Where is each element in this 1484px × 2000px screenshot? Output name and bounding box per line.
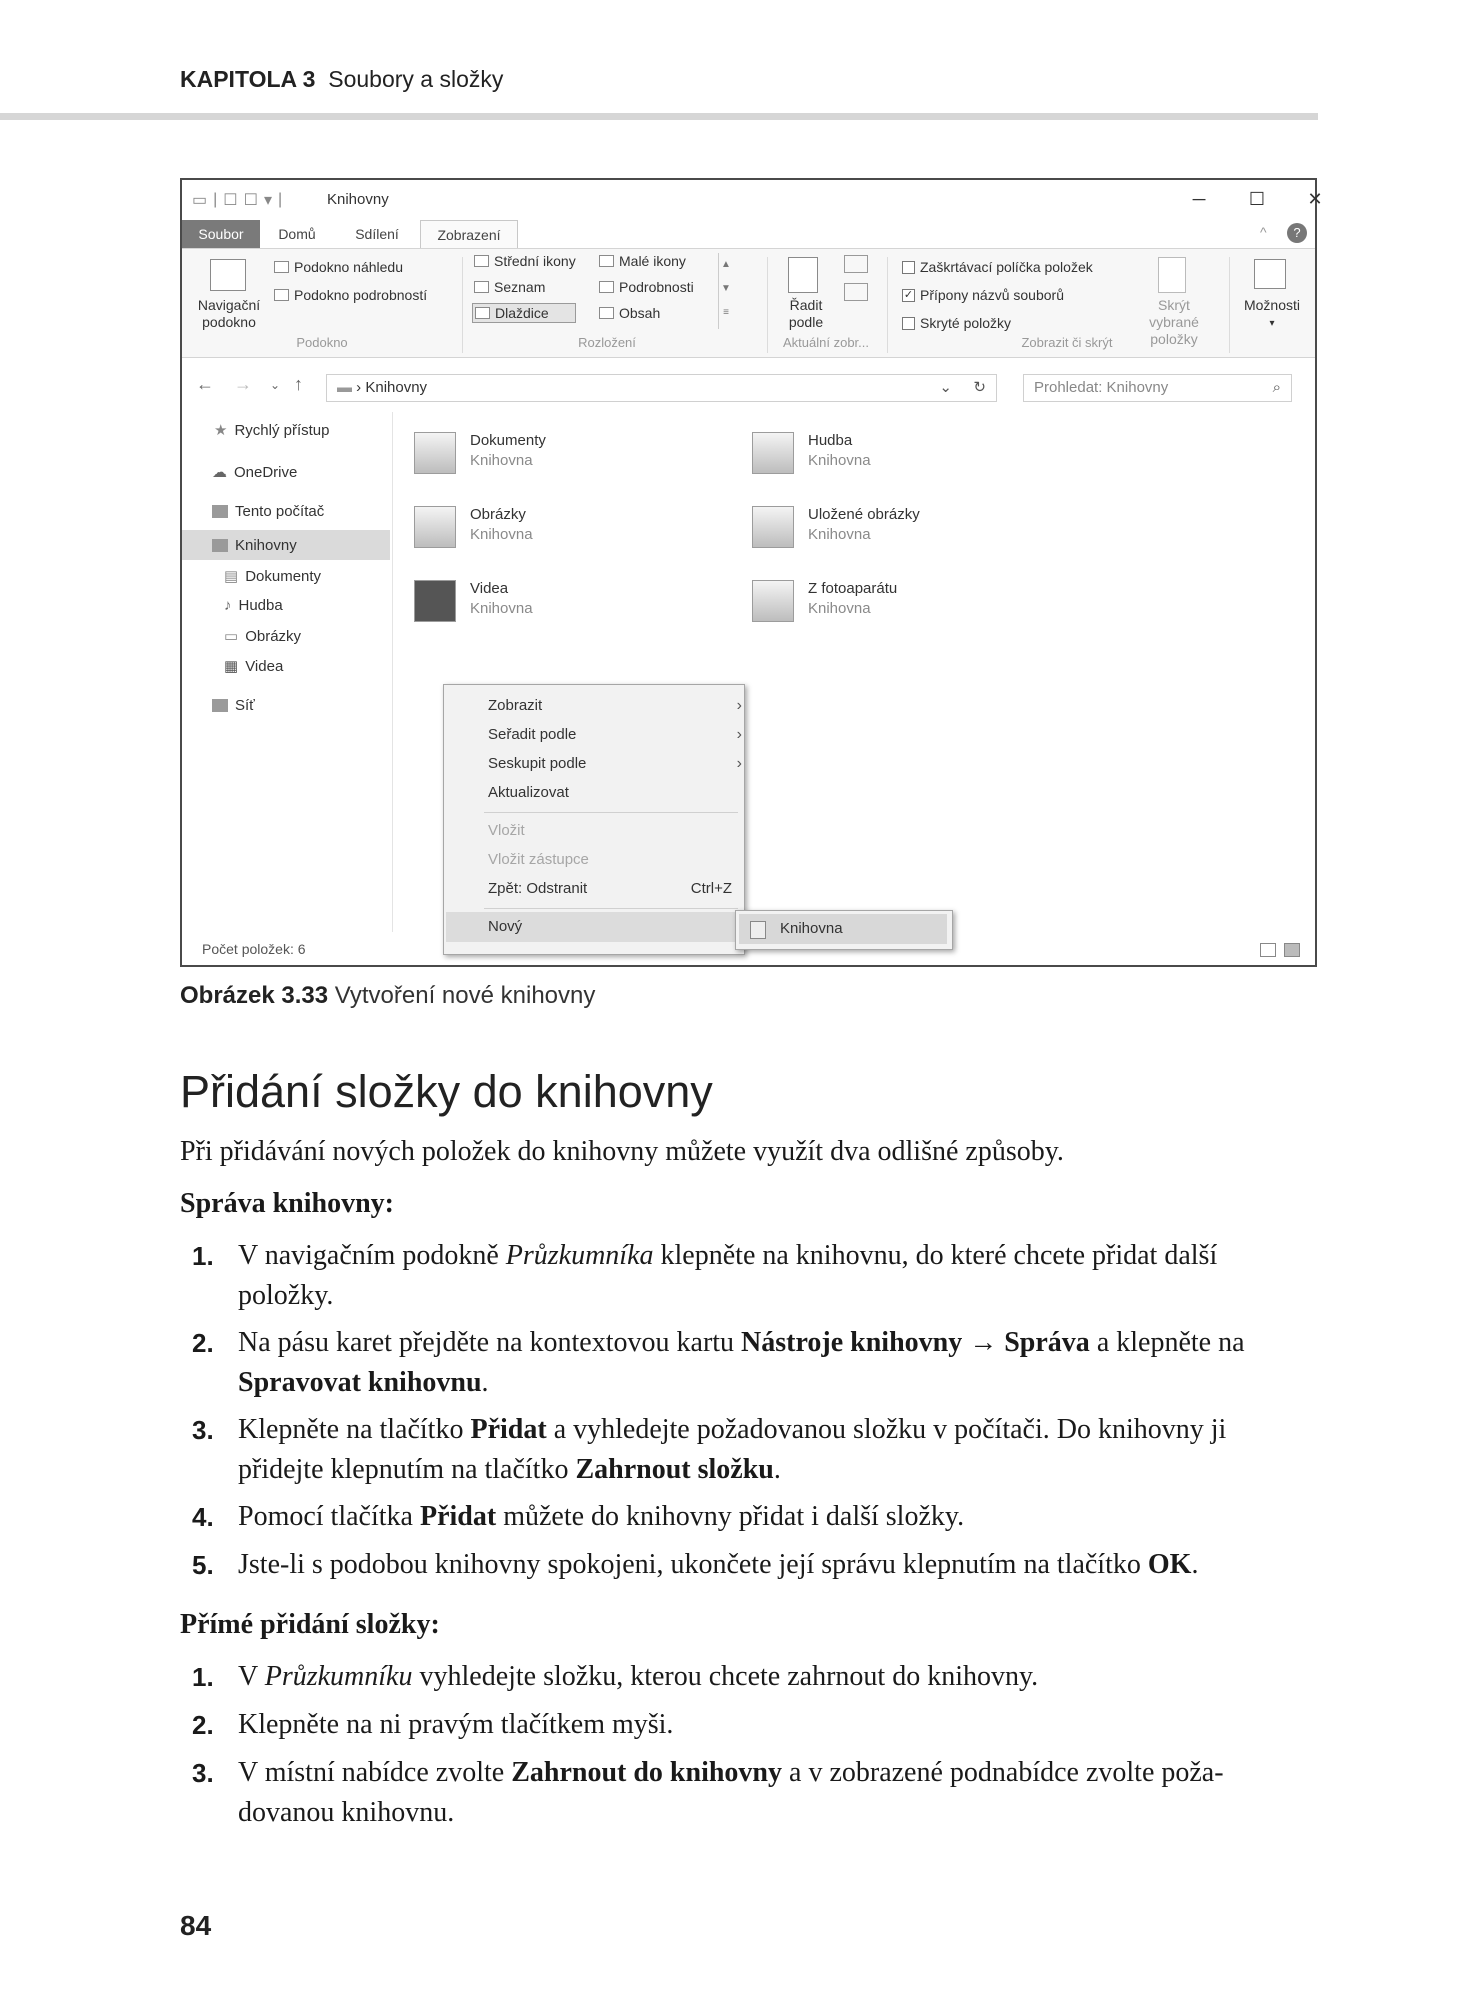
nav-label: Hudba [238,597,283,614]
figure-caption [180,982,595,1010]
details-pane-button[interactable] [274,287,427,303]
menu-item-label: Vložit [488,822,525,839]
step-bold: Přidat [470,1414,547,1445]
explorer-screenshot [180,178,1323,967]
library-icon [212,539,228,552]
library-name: Obrázky [470,506,526,523]
details-pane-icon [274,289,289,301]
step-bold: Nástroje knihovny [741,1327,963,1358]
menu-item-undo[interactable] [488,880,732,897]
saved-pictures-library-icon [752,506,794,548]
direct-heading: Přímé přidání složky: [180,1609,440,1640]
chevron-right-icon: › [736,755,742,772]
menu-item-label: Zpět: Odstranit [488,880,588,897]
submenu-highlight [739,914,947,944]
nav-label: Rychlý přístup [234,421,330,439]
list-number: 1. [192,1662,214,1692]
step-text: . [481,1367,489,1398]
step-bold: OK [1147,1549,1192,1580]
list-item [180,1236,1320,1316]
details-option[interactable] [599,279,694,295]
library-tile[interactable] [414,432,546,474]
pane-group-label: Podokno [296,335,348,350]
step-text: a v zobrazené podnabídce zvolte poža- [782,1757,1224,1788]
nav-item-network[interactable] [212,697,255,714]
add-columns-icon[interactable] [844,283,868,301]
intro-paragraph: Při přidávání nových položek do knihovny můžete využít dva odlišné způsoby. [180,1136,1064,1167]
list-number: 1. [192,1241,214,1271]
options-icon [1254,259,1286,289]
hidden-items-option[interactable] [902,315,1011,331]
step-text: V místní nabídce zvolte [238,1757,512,1788]
nav-label: Síť [235,697,255,714]
address-bar[interactable]: ▬ › Knihovny ⌄ ↻ [326,374,997,402]
menu-item-label: Aktualizovat [488,784,569,801]
tiles-label: Dlaždice [495,305,549,321]
quick-access-toolbar: ▭ | ☐ ☐ ▾ | [192,191,283,209]
step-text: V navigačním podokně [238,1240,506,1271]
picture-icon: ▭ [224,628,239,645]
pictures-library-icon [414,506,456,548]
ribbon-separator [887,257,888,353]
content-icon [599,307,614,319]
medium-icons-label: Střední ikony [494,253,576,269]
content-option[interactable] [599,305,660,321]
context-menu [443,684,745,955]
nav-label: Dokumenty [245,567,322,585]
content-label: Obsah [619,305,661,321]
menu-separator [484,908,738,909]
library-name: Hudba [808,432,853,449]
nav-label: OneDrive [234,463,298,481]
tab-view[interactable]: Zobrazení [420,220,518,250]
tiles-option[interactable] [472,303,576,323]
chapter-title: Soubory a složky [328,66,504,92]
item-checkboxes-label: Zaškrtávací políčka položek [920,259,1093,275]
refresh-icon[interactable]: ↻ [973,379,986,396]
maximize-button[interactable]: ☐ [1248,188,1266,209]
step-text: a vyhledejte požadovanou složku v počítači. Do knihovny ji [546,1414,1227,1445]
library-name: Dokumenty [470,432,546,449]
preview-pane-label: Podokno náhledu [294,259,403,275]
menu-item-refresh[interactable] [488,784,569,801]
step-text: a klepněte na [1089,1327,1245,1358]
close-button[interactable]: ✕ [1307,188,1323,209]
small-icons-option[interactable] [599,253,686,269]
chevron-right-icon: › [736,726,742,743]
hide-selected-label: Skrýt vybrané položky [1149,297,1199,347]
menu-item-label: Nový [488,918,523,935]
window-title: Knihovny [327,191,389,208]
nav-item-documents[interactable] [224,567,321,585]
new-folder-icon: ☐ [243,192,258,209]
menu-item-paste[interactable] [488,822,525,839]
file-extensions-checkbox[interactable]: ✓ [903,288,914,301]
step-bold: Přidat [419,1501,497,1532]
search-icon: ⌕ [1272,379,1281,396]
details-view-icon[interactable] [1260,943,1276,957]
menu-item-sort[interactable] [488,726,742,743]
step-text: V [238,1661,265,1692]
music-icon: ♪ [224,597,232,614]
library-tile[interactable] [414,580,533,622]
nav-item-libraries[interactable] [212,537,297,554]
video-library-icon [414,580,456,622]
minimize-button[interactable]: ─ [1192,188,1206,209]
current-view-group-label: Aktuální zobr... [783,335,869,350]
address-dropdown-icon[interactable]: ⌄ [939,379,952,396]
step-text: Klepněte na tlačítko [238,1414,471,1445]
navigation-pane-button[interactable] [194,297,264,331]
nav-item-onedrive[interactable] [212,463,297,481]
help-icon[interactable]: ? [1287,223,1307,243]
step-text: Na pásu karet přejděte na kontextovou kartu [238,1327,742,1358]
search-input[interactable] [1023,374,1292,402]
step-text: dovanou knihovnu. [238,1797,455,1828]
details-icon [599,281,614,293]
list-item [180,1545,1320,1585]
address-path: Knihovny [365,379,428,396]
figure-text: Vytvoření nové knihovny [334,982,596,1009]
item-checkboxes-option[interactable] [902,259,1093,275]
list-item [180,1497,1320,1537]
list-item [180,1410,1320,1490]
step-bold: Spravovat knihovnu [238,1367,482,1398]
list-option[interactable] [474,279,545,295]
menu-item-label: Vložit zástupce [488,851,589,868]
layout-gallery [474,251,734,331]
nav-label: Obrázky [245,627,302,645]
library-name: Videa [470,580,509,597]
hidden-items-checkbox[interactable] [902,317,915,330]
library-icon [750,921,766,939]
nav-item-quick-access[interactable] [214,421,330,439]
menu-item-label: Seskupit podle [488,755,587,772]
list-number: 2. [192,1328,214,1358]
cloud-icon: ☁ [212,464,227,481]
nav-label: Knihovny [235,537,297,554]
library-tile[interactable] [752,580,897,622]
film-icon: ▦ [224,658,239,675]
properties-icon: ☐ [223,192,238,209]
library-type: Knihovna [808,600,871,617]
computer-icon [212,505,228,518]
options-label: Možnosti [1243,297,1301,313]
sort-by-label: Řadit podle [788,297,824,330]
library-tile[interactable] [752,506,920,548]
recent-locations-icon[interactable]: ⌄ [270,378,281,392]
tab-file[interactable]: Soubor [182,220,260,248]
step-text: . [773,1454,781,1485]
library-name: Uložené obrázky [808,506,920,523]
menu-item-label: Zobrazit [488,697,543,714]
list-number: 4. [192,1502,214,1532]
list-item [180,1753,1320,1833]
customize-arrow-icon: ▾ [263,192,272,209]
menu-item-view[interactable] [488,697,742,714]
arrow-symbol: → [962,1327,1005,1358]
ribbon-tabs [182,220,1315,248]
step-text: vyhledejte složku, kterou chcete zahrnout do knihovny. [412,1661,1039,1692]
document-icon: ▤ [224,568,239,585]
options-button[interactable]: Možnosti ▾ [1243,297,1301,329]
library-type: Knihovna [470,452,533,469]
library-type: Knihovna [808,526,871,543]
menu-item-paste-shortcut[interactable] [488,851,589,868]
details-label: Podrobnosti [619,279,694,295]
navigation-pane-icon [210,259,246,291]
header-rule [0,113,1318,120]
large-icons-view-icon[interactable] [1284,943,1300,957]
tab-home[interactable]: Domů [278,226,316,242]
submenu-item-library[interactable]: Knihovna [780,920,843,937]
manage-heading: Správa knihovny: [180,1188,394,1219]
menu-item-group[interactable] [488,755,742,772]
item-checkboxes-checkbox[interactable] [902,261,915,274]
step-text: Jste-li s podobou knihovny spokojeni, ukončete její správu klepnutím na tlačítko [238,1549,1148,1580]
sort-by-icon [788,257,818,293]
up-icon[interactable]: ↑ [294,374,303,394]
menu-item-shortcut: Ctrl+Z [690,880,732,897]
menu-item-new[interactable] [488,918,728,935]
step-text: Pomocí tlačítka [238,1501,420,1532]
list-number: 3. [192,1415,214,1445]
list-label: Seznam [494,279,546,295]
list-item [180,1657,1320,1697]
pane-divider [392,412,393,932]
ribbon [182,248,1315,358]
nav-label: Videa [245,657,284,675]
camera-roll-library-icon [752,580,794,622]
new-submenu [735,910,953,950]
tiles-icon [475,307,490,319]
group-by-icon[interactable] [844,255,868,273]
back-icon[interactable]: ← [196,374,214,394]
file-extensions-option[interactable] [902,287,1064,303]
show-hide-group-label: Zobrazit či skrýt [1021,335,1113,350]
medium-icons-option[interactable] [474,253,576,269]
nav-label: Tento počítač [235,503,325,520]
address-row [182,368,1315,408]
running-head [180,66,503,93]
network-icon [212,699,228,712]
status-bar-text: Počet položek: 6 [202,941,306,957]
medium-icons-icon [474,255,489,267]
preview-pane-button[interactable] [274,259,403,275]
collapse-ribbon-icon[interactable]: ^ [1260,224,1267,240]
step-bold: Správa [1004,1327,1090,1358]
hide-selected-icon [1158,257,1186,293]
library-tile[interactable] [414,506,533,548]
library-type: Knihovna [470,526,533,543]
menu-item-label: Seřadit podle [488,726,577,743]
list-number: 5. [192,1550,214,1580]
step-text: . [1191,1549,1199,1580]
file-extensions-label: Přípony názvů souborů [920,287,1064,303]
preview-pane-icon [274,261,289,273]
library-name: Z fotoaparátu [808,580,898,597]
document-library-icon [414,432,456,474]
step-text: přidejte klepnutím na tlačítko [238,1454,576,1485]
library-tile[interactable] [752,432,871,474]
star-icon: ★ [214,422,228,439]
step-bold: Zahrnout do knihovny [511,1757,783,1788]
search-placeholder: Prohledat: Knihovny [1034,379,1169,396]
step-italic: Průzkumníku [264,1661,413,1692]
layout-group-label: Rozložení [578,335,636,350]
step-italic: Průzkumníka [505,1240,654,1271]
sort-by-button[interactable] [776,297,836,331]
navigation-pane [182,415,390,935]
list-number: 2. [192,1710,214,1740]
ribbon-separator [1229,257,1230,353]
figure-label: Obrázek 3.33 [180,982,329,1009]
chevron-right-icon: › [736,697,742,714]
nav-item-music[interactable] [224,597,283,614]
step-text: můžete do knihovny přidat i další složky. [496,1501,965,1532]
list-icon [474,281,489,293]
nav-item-pictures[interactable] [224,627,301,645]
details-pane-label: Podokno podrobností [294,287,428,303]
step-text: klepněte na knihovnu, do které chcete přidat další [653,1240,1218,1271]
music-library-icon [752,432,794,474]
step-bold: Zahrnout složku [575,1454,774,1485]
library-type: Knihovna [470,600,533,617]
small-icons-label: Malé ikony [619,253,686,269]
small-icons-icon [599,255,614,267]
folder-icon: ▭ [192,192,208,209]
menu-separator [484,812,738,813]
layout-scroll-icon[interactable]: ▲ ▼ ≡ [718,253,733,329]
step-text: položky. [238,1280,334,1311]
hidden-items-label: Skryté položky [920,315,1012,331]
ribbon-separator [462,257,463,353]
nav-item-videos[interactable] [224,657,283,675]
forward-icon[interactable]: → [234,374,252,394]
section-title: Přidání složky do knihovny [180,1066,713,1117]
chapter-label: KAPITOLA 3 [180,66,316,92]
step-text: Klepněte na ni pravým tlačítkem myši. [238,1709,674,1740]
list-number: 3. [192,1758,214,1788]
page-number: 84 [180,1910,212,1941]
navigation-pane-label: Navigační podokno [197,297,261,330]
library-type: Knihovna [808,452,871,469]
list-item [180,1705,1320,1745]
tab-share[interactable]: Sdílení [355,226,399,242]
library-icon: ▬ [337,379,352,396]
nav-item-this-pc[interactable] [212,503,324,520]
list-item [180,1323,1320,1403]
